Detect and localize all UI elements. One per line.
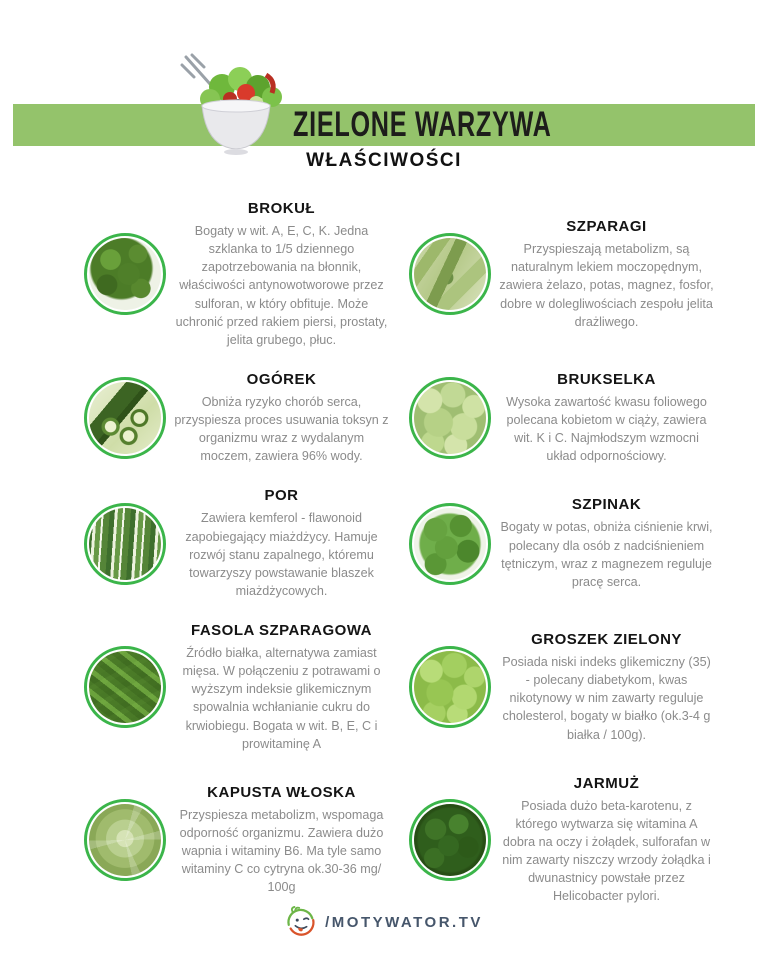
motywator-smiley-logo xyxy=(285,906,317,938)
vegetable-photo-ring xyxy=(84,233,166,315)
page-subtitle: WŁAŚCIWOŚCI xyxy=(306,150,462,171)
vegetable-photo-ring xyxy=(84,503,166,585)
vegetable-photo-ring xyxy=(409,646,491,728)
vegetable-photo-ring xyxy=(409,233,491,315)
vegetable-text xyxy=(174,487,389,600)
vegetable-item-fasola xyxy=(84,622,389,753)
vegetable-description: Zawiera kemferol - flawonoid zapobiegający miażdżycy. Hamuje rozwój stanu zapalnego, któremu towarzyszy powstawanie blaszek miażdżycowych. xyxy=(185,511,378,598)
kale-photo xyxy=(414,804,486,876)
spinach-photo xyxy=(414,508,486,580)
vegetable-title: POR xyxy=(264,487,299,505)
vegetable-photo-ring xyxy=(84,377,166,459)
vegetable-photo-ring xyxy=(84,799,166,881)
vegetable-title: SZPINAK xyxy=(571,496,642,514)
vegetable-description: Bogaty w wit. A, E, C, K. Jedna szklanka to 1/5 dziennego zapotrzebowania na błonnik, właściwości antynowotworowe przez sulforan, w który obfituje. Może uchronić przed rakiem piersi, prostaty, jelita grubego, płuc. xyxy=(175,224,388,347)
vegetable-item-ogorek xyxy=(84,371,389,466)
vegetable-title: FASOLA SZPARAGOWA xyxy=(191,622,372,639)
vegetable-title: KAPUSTA WŁOSKA xyxy=(207,783,356,801)
vegetable-item-brokul xyxy=(84,200,389,349)
vegetable-text xyxy=(499,371,714,466)
vegetable-item-por xyxy=(84,487,389,600)
page-title: ZIELONE WARZYWA xyxy=(293,105,552,144)
vegetable-description: Posiada niski indeks glikemiczny (35) - polecany diabetykom, kwas nikotynowy w nim zawarty reguluje cholesterol, bogaty w białko (ok.3-4 g białka / 100g). xyxy=(502,655,711,742)
cucumber-photo xyxy=(89,382,161,454)
vegetable-item-jarmuz xyxy=(409,775,714,906)
vegetable-text xyxy=(174,784,389,897)
vegetable-title: SZPARAGI xyxy=(566,218,647,236)
green-peas-photo xyxy=(414,651,486,723)
vegetable-description: Źródło białka, alternatywa zamiast mięsa. W połączeniu z potrawami o wyższym indeksie glikemicznym spowalnia wchłanianie cukru do krwiobiegu. Bogata w wit. B, E, C i prowitaminę A xyxy=(182,646,381,751)
vegetable-title: JARMUŻ xyxy=(573,774,640,792)
vegetable-description: Przyspieszają metabolizm, są naturalnym lekiem moczopędnym, zawiera żelazo, potas, magnez, fosfor, dobre w dolegliwościach zespołu jelita drażliwego. xyxy=(499,242,714,329)
vegetable-description: Obniża ryzyko chorób serca, przyspiesza proces usuwania toksyn z organizmu wraz z wydalanym moczem, zawiera 96% wody. xyxy=(174,394,389,464)
vegetable-item-groszek xyxy=(409,622,714,753)
vegetable-description: Wysoka zawartość kwasu foliowego polecana kobietom w ciąży, zawiera wit. K i C. Najmłodszym wzmocni układ odpornościowy. xyxy=(506,394,707,464)
vegetable-photo-ring xyxy=(409,799,491,881)
vegetable-title: OGÓREK xyxy=(246,370,317,388)
vegetable-text xyxy=(174,371,389,466)
vegetable-description: Bogaty w potas, obniża ciśnienie krwi, polecany dla osób z nadciśnieniem tętniczym, wraz z magnezem reguluje pracę serca. xyxy=(500,520,713,589)
vegetable-text xyxy=(499,631,714,744)
brand-name: /MOTYWATOR.TV xyxy=(325,913,483,931)
vegetable-item-szparagi xyxy=(409,200,714,349)
vegetable-text xyxy=(174,622,389,753)
vegetable-text xyxy=(499,775,714,906)
vegetable-photo-ring xyxy=(409,377,491,459)
brussels-sprouts-photo xyxy=(414,382,486,454)
vegetable-text xyxy=(174,200,389,349)
asparagus-photo xyxy=(414,238,486,310)
salad-bowl-icon xyxy=(180,53,292,157)
vegetable-description: Przyspiesza metabolizm, wspomaga odporność organizmu. Zawiera dużo wapnia i witaminy B6. Ma tyle samo witaminy C co cytryna ok.30-36 mg/ 100g xyxy=(179,807,384,895)
vegetable-text xyxy=(499,496,714,591)
vegetable-photo-ring xyxy=(409,503,491,585)
leek-photo xyxy=(89,508,161,580)
vegetable-grid xyxy=(84,200,714,906)
vegetable-title: GROSZEK ZIELONY xyxy=(531,631,682,649)
footer-brand xyxy=(0,906,768,938)
vegetable-item-kapusta xyxy=(84,775,389,906)
vegetable-text xyxy=(499,218,714,331)
vegetable-item-brukselka xyxy=(409,371,714,466)
savoy-cabbage-photo xyxy=(89,804,161,876)
vegetable-description: Posiada dużo beta-karotenu, z którego wytwarza się witamina A dobra na oczy i żołądek, sulforafan w nim zawarty niszczy wrzody żołądka i dwunastnicy powstałe przez Helicobacter pylori. xyxy=(502,798,711,904)
vegetable-title: BRUKSELKA xyxy=(557,370,656,388)
vegetable-item-szpinak xyxy=(409,487,714,600)
vegetable-photo-ring xyxy=(84,646,166,728)
green-beans-photo xyxy=(89,651,161,723)
broccoli-photo xyxy=(89,238,161,310)
vegetable-title: BROKUŁ xyxy=(247,200,316,217)
